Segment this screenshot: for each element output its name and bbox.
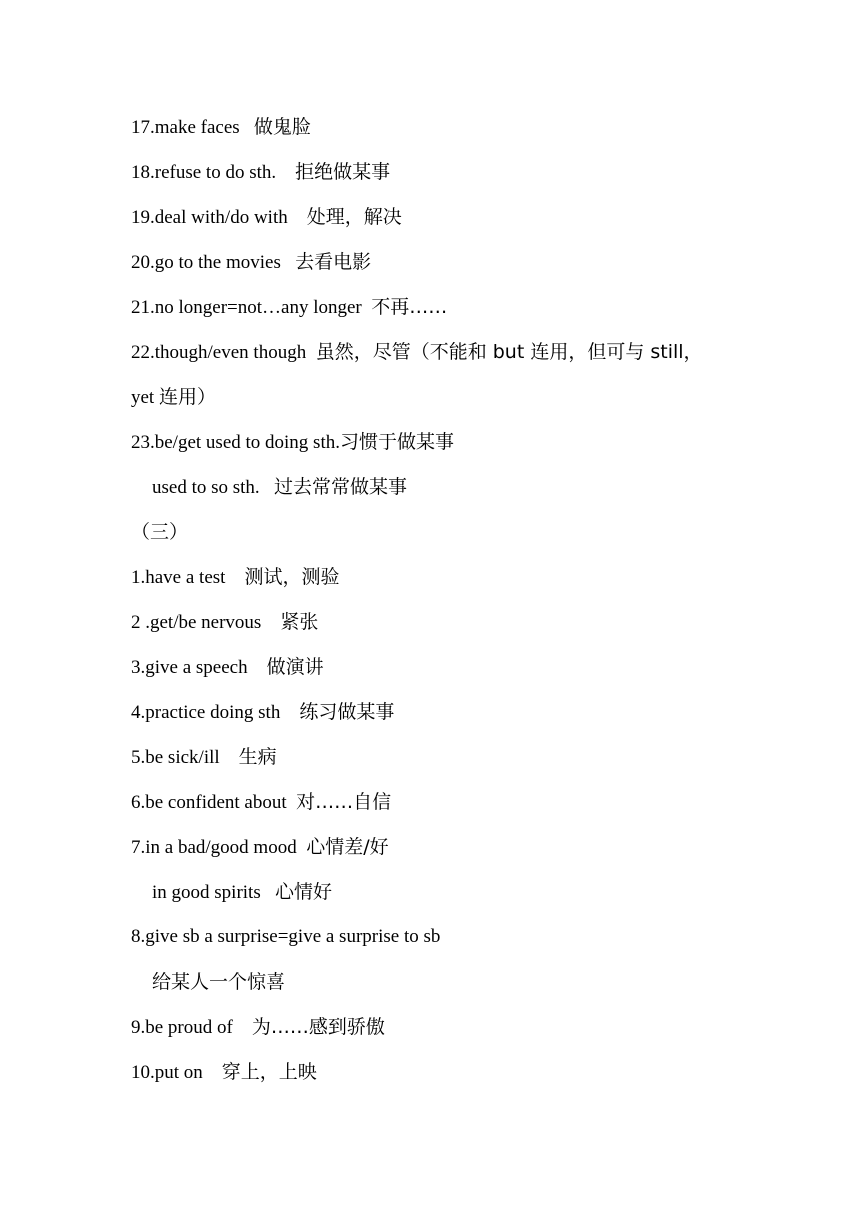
phrase-english: 18.refuse to do sth. [131, 162, 296, 183]
phrase-line-23-sub [152, 474, 407, 500]
section-heading [131, 519, 188, 545]
phrase-line-7 [131, 834, 389, 860]
phrase-english: 20.go to the movies [131, 252, 296, 273]
phrase-chinese: 穿上，上映 [221, 1061, 317, 1083]
phrase-chinese: 处理，解决 [306, 206, 402, 228]
phrase-chinese: 连用） [158, 386, 216, 408]
phrase-chinese: 去看电影 [295, 251, 372, 273]
phrase-line-6 [131, 789, 391, 815]
phrase-line-21 [131, 294, 447, 320]
phrase-chinese: 练习做某事 [299, 701, 395, 723]
phrase-line-4 [131, 699, 394, 725]
phrase-english: 2 .get/be nervous [131, 612, 281, 633]
phrase-english: 8.give sb a surprise=give a surprise to sb [131, 926, 441, 947]
phrase-chinese: 生病 [238, 746, 277, 768]
phrase-english: 1.have a test [131, 567, 245, 588]
phrase-line-18 [131, 159, 390, 185]
phrase-line-3 [131, 654, 324, 680]
phrase-english: 21.no longer=not…any longer [131, 297, 372, 318]
phrase-english: used to so sth. [152, 477, 274, 498]
phrase-chinese: 不再…… [371, 296, 448, 318]
phrase-line-9 [131, 1014, 385, 1040]
phrase-english: in good spirits [152, 882, 275, 903]
phrase-chinese: 做演讲 [266, 656, 324, 678]
phrase-english: 4.practice doing sth [131, 702, 300, 723]
phrase-english: yet [131, 387, 159, 408]
phrase-english: 22.though/even though [131, 342, 316, 363]
phrase-line-23 [131, 429, 454, 455]
section-heading-text: （三） [131, 521, 189, 543]
phrase-chinese: 给某人一个惊喜 [152, 971, 286, 993]
phrase-chinese: 做鬼脸 [253, 116, 311, 138]
phrase-line-8 [131, 924, 440, 950]
phrase-line-8-translation [152, 969, 285, 995]
phrase-chinese: 习惯于做某事 [339, 431, 454, 453]
phrase-line-20 [131, 249, 371, 275]
phrase-chinese: 为……感到骄傲 [251, 1016, 385, 1038]
phrase-line-7-sub [152, 879, 332, 905]
phrase-english: 23.be/get used to doing sth. [131, 432, 340, 453]
phrase-line-1 [131, 564, 339, 590]
phrase-line-22-continued [131, 384, 216, 410]
phrase-chinese: 虽然，尽管（不能和 but 连用，但可与 still， [315, 341, 703, 363]
phrase-english: 9.be proud of [131, 1017, 252, 1038]
phrase-chinese: 测试，测验 [244, 566, 340, 588]
phrase-chinese: 过去常常做某事 [273, 476, 407, 498]
phrase-chinese: 拒绝做某事 [295, 161, 391, 183]
phrase-english: 10.put on [131, 1062, 222, 1083]
phrase-line-10 [131, 1059, 317, 1085]
phrase-english: 3.give a speech [131, 657, 267, 678]
phrase-line-22 [131, 339, 703, 365]
phrase-english: 6.be confident about [131, 792, 297, 813]
phrase-line-19 [131, 204, 402, 230]
phrase-english: 19.deal with/do with [131, 207, 307, 228]
phrase-line-5 [131, 744, 277, 770]
phrase-english: 17.make faces [131, 117, 254, 138]
phrase-chinese: 对……自信 [296, 791, 392, 813]
phrase-chinese: 心情好 [274, 881, 332, 903]
phrase-english: 5.be sick/ill [131, 747, 239, 768]
phrase-line-2 [131, 609, 318, 635]
phrase-english: 7.in a bad/good mood [131, 837, 307, 858]
phrase-line-17 [131, 114, 311, 140]
phrase-chinese: 心情差/好 [306, 836, 389, 858]
phrase-chinese: 紧张 [280, 611, 319, 633]
